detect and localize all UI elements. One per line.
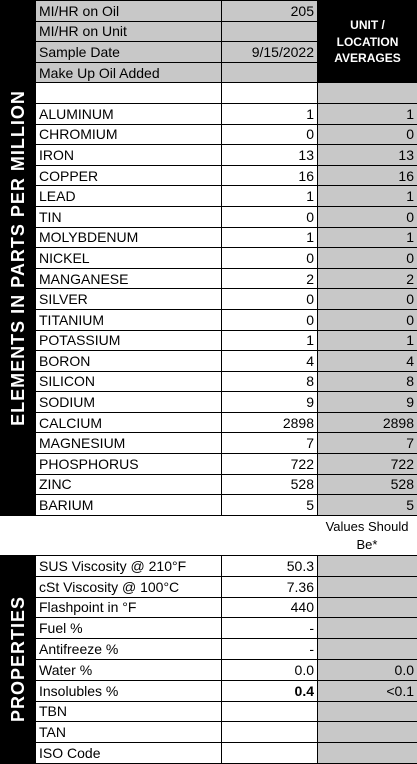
element-average: 1 (318, 186, 417, 207)
property-value (222, 743, 318, 764)
element-value: 0 (222, 309, 318, 330)
element-average: 16 (318, 165, 417, 186)
spacer-row (1, 83, 417, 104)
property-value: 0.4 (222, 680, 318, 701)
property-row-fuel (1, 618, 417, 639)
property-name: Water % (36, 659, 222, 680)
spacer-cell (36, 83, 222, 104)
element-value: 4 (222, 351, 318, 372)
element-value: 2 (222, 268, 318, 289)
element-average: 1 (318, 227, 417, 248)
property-row-sus-viscosity-210-f (1, 556, 417, 577)
sample-date-value: 9/15/2022 (222, 42, 318, 63)
element-average: 7 (318, 433, 417, 454)
property-value: 0.0 (222, 659, 318, 680)
element-name: CHROMIUM (36, 124, 222, 145)
element-average: 8 (318, 371, 417, 392)
property-should-be (318, 701, 417, 722)
mi-hr-unit-value (222, 21, 318, 42)
element-value: 8 (222, 371, 318, 392)
property-should-be (318, 556, 417, 577)
property-value: - (222, 618, 318, 639)
property-should-be (318, 639, 417, 660)
property-should-be: <0.1 (318, 680, 417, 701)
element-average: 0 (318, 206, 417, 227)
property-row-tan (1, 722, 417, 743)
element-average: 13 (318, 145, 417, 166)
element-value: 16 (222, 165, 318, 186)
element-average: 0 (318, 124, 417, 145)
element-value: 1 (222, 103, 318, 124)
property-value: - (222, 639, 318, 660)
property-should-be (318, 618, 417, 639)
element-row-potassium (1, 330, 417, 351)
element-name: ALUMINUM (36, 103, 222, 124)
header-row-mi-hr-oil (1, 1, 417, 22)
property-name: Flashpoint in °F (36, 597, 222, 618)
element-value: 13 (222, 145, 318, 166)
property-name: ISO Code (36, 743, 222, 764)
property-name: Fuel % (36, 618, 222, 639)
element-value: 1 (222, 227, 318, 248)
properties-table (0, 555, 417, 764)
element-name: SILICON (36, 371, 222, 392)
element-name: CALCIUM (36, 412, 222, 433)
property-name: Insolubles % (36, 680, 222, 701)
property-value: 7.36 (222, 576, 318, 597)
element-average: 0 (318, 248, 417, 269)
element-row-barium (1, 495, 417, 516)
property-row-flashpoint-in-f (1, 597, 417, 618)
element-name: MOLYBDENUM (36, 227, 222, 248)
elements-side-label: ELEMENTS IN PARTS PER MILLION (9, 90, 27, 426)
element-average: 4 (318, 351, 417, 372)
properties-side-label-cell (1, 556, 36, 764)
element-name: MAGNESIUM (36, 433, 222, 454)
element-name: ZINC (36, 474, 222, 495)
mi-hr-oil-label: MI/HR on Oil (36, 1, 222, 22)
mi-hr-oil-value: 205 (222, 1, 318, 22)
property-should-be (318, 743, 417, 764)
properties-side-label: PROPERTIES (9, 596, 27, 722)
element-row-calcium (1, 412, 417, 433)
element-name: PHOSPHORUS (36, 454, 222, 475)
element-average: 2 (318, 268, 417, 289)
element-row-lead (1, 186, 417, 207)
element-value: 0 (222, 289, 318, 310)
element-row-titanium (1, 309, 417, 330)
element-row-copper (1, 165, 417, 186)
element-value: 5 (222, 495, 318, 516)
element-value: 722 (222, 454, 318, 475)
element-row-chromium (1, 124, 417, 145)
element-row-molybdenum (1, 227, 417, 248)
element-value: 1 (222, 186, 318, 207)
element-name: NICKEL (36, 248, 222, 269)
element-row-phosphorus (1, 454, 417, 475)
element-name: SODIUM (36, 392, 222, 413)
elements-side-label-cell (1, 1, 36, 516)
element-name: SILVER (36, 289, 222, 310)
element-row-silicon (1, 371, 417, 392)
mi-hr-unit-label: MI/HR on Unit (36, 21, 222, 42)
property-name: cSt Viscosity @ 100°C (36, 576, 222, 597)
element-name: LEAD (36, 186, 222, 207)
element-average: 5 (318, 495, 417, 516)
makeup-oil-value (222, 62, 318, 83)
spacer-cell (222, 83, 318, 104)
element-value: 0 (222, 248, 318, 269)
element-row-magnesium (1, 433, 417, 454)
property-should-be (318, 597, 417, 618)
property-row-tbn (1, 701, 417, 722)
property-value: 50.3 (222, 556, 318, 577)
unit-averages-header: UNIT / LOCATION AVERAGES (318, 1, 417, 83)
property-row-antifreeze (1, 639, 417, 660)
property-should-be: 0.0 (318, 659, 417, 680)
element-row-aluminum (1, 103, 417, 124)
element-value: 1 (222, 330, 318, 351)
property-name: TAN (36, 722, 222, 743)
element-row-sodium (1, 392, 417, 413)
element-average: 1 (318, 103, 417, 124)
property-row-insolubles (1, 680, 417, 701)
property-value (222, 701, 318, 722)
property-name: SUS Viscosity @ 210°F (36, 556, 222, 577)
element-value: 0 (222, 124, 318, 145)
property-row-cst-viscosity-100-c (1, 576, 417, 597)
property-should-be (318, 576, 417, 597)
sample-date-label: Sample Date (36, 42, 222, 63)
property-value (222, 722, 318, 743)
element-average: 0 (318, 289, 417, 310)
element-value: 7 (222, 433, 318, 454)
element-name: IRON (36, 145, 222, 166)
property-name: Antifreeze % (36, 639, 222, 660)
element-value: 0 (222, 206, 318, 227)
property-value: 440 (222, 597, 318, 618)
element-name: POTASSIUM (36, 330, 222, 351)
element-row-boron (1, 351, 417, 372)
spacer-cell (318, 83, 417, 104)
element-row-nickel (1, 248, 417, 269)
element-average: 1 (318, 330, 417, 351)
property-row-iso-code (1, 743, 417, 764)
element-average: 528 (318, 474, 417, 495)
property-row-water (1, 659, 417, 680)
element-row-manganese (1, 268, 417, 289)
element-row-silver (1, 289, 417, 310)
element-row-zinc (1, 474, 417, 495)
element-name: COPPER (36, 165, 222, 186)
element-average: 9 (318, 392, 417, 413)
element-name: TITANIUM (36, 309, 222, 330)
element-average: 722 (318, 454, 417, 475)
element-name: MANGANESE (36, 268, 222, 289)
element-name: BARIUM (36, 495, 222, 516)
element-value: 9 (222, 392, 318, 413)
element-average: 0 (318, 309, 417, 330)
element-row-tin (1, 206, 417, 227)
property-name: TBN (36, 701, 222, 722)
element-name: BORON (36, 351, 222, 372)
values-should-be-header: Values Should Be* (317, 518, 417, 553)
element-value: 2898 (222, 412, 318, 433)
makeup-oil-label: Make Up Oil Added (36, 62, 222, 83)
element-value: 528 (222, 474, 318, 495)
element-row-iron (1, 145, 417, 166)
element-name: TIN (36, 206, 222, 227)
element-average: 2898 (318, 412, 417, 433)
property-should-be (318, 722, 417, 743)
